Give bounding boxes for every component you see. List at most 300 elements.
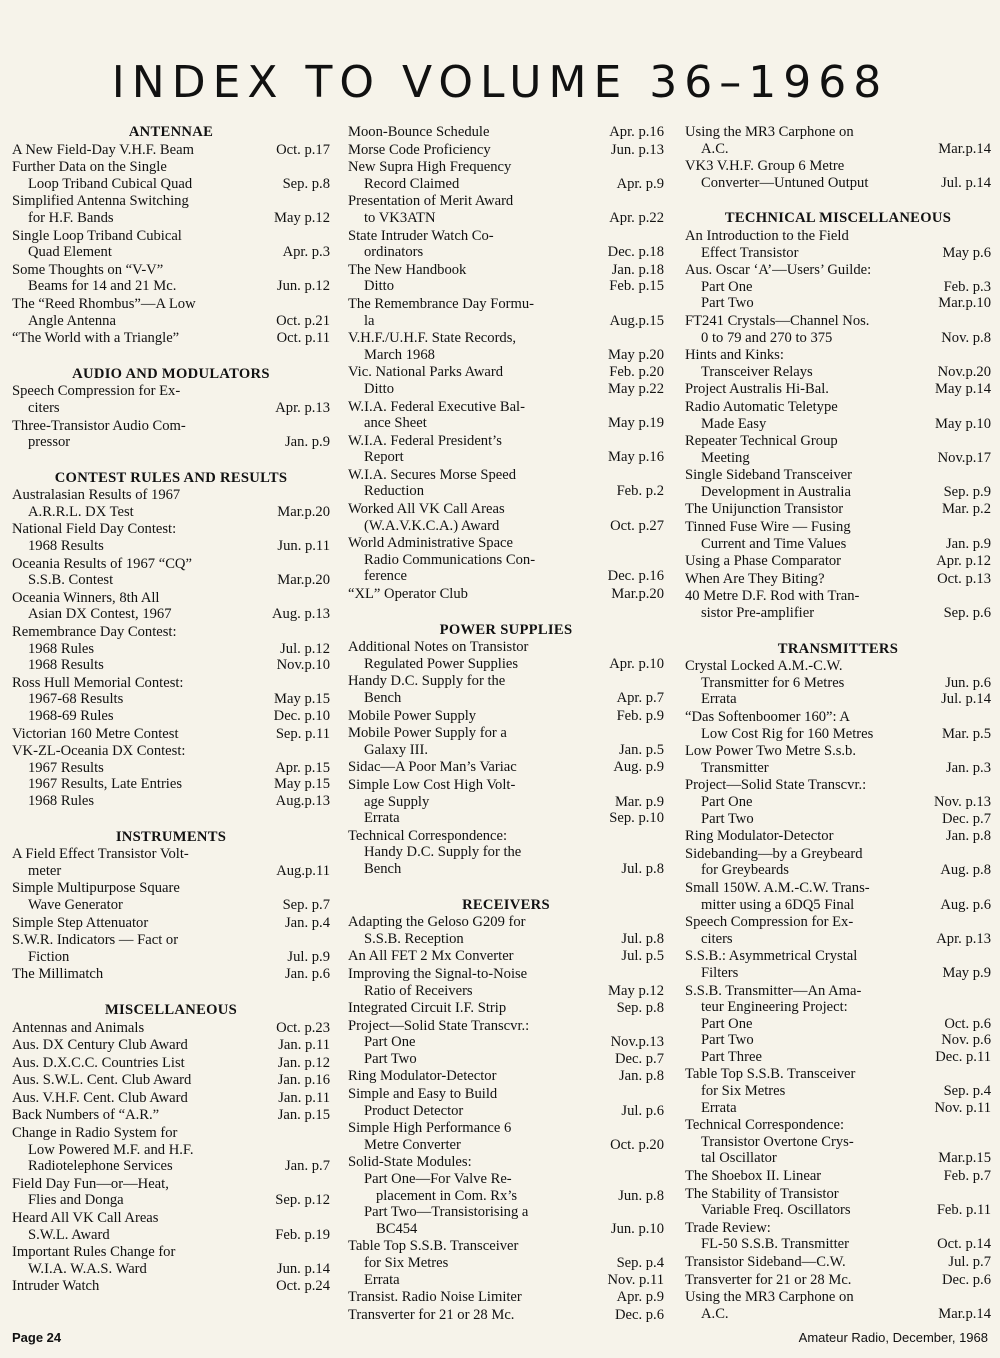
- entry-line: [685, 228, 991, 245]
- entry-line: [12, 776, 330, 793]
- entry-title: for Six Metres: [364, 1255, 449, 1271]
- entry-reference: Jan. p.5: [619, 741, 664, 758]
- index-entry: [348, 1120, 664, 1153]
- index-entry: [685, 743, 991, 776]
- entry-line: [685, 709, 991, 726]
- entry-line: [685, 433, 991, 450]
- entry-title: Ditto: [364, 380, 394, 397]
- entry-title: S.W.R. Indicators — Fact or: [12, 932, 179, 949]
- entry-line: [685, 1220, 991, 1237]
- entry-line: [12, 691, 330, 708]
- index-entry: [685, 846, 991, 879]
- entry-title: citers: [28, 399, 60, 416]
- entry-title: Technical Correspondence:: [348, 827, 508, 844]
- entry-reference: Feb. p.15: [609, 278, 664, 295]
- entry-line: [12, 1192, 330, 1209]
- index-column-1: [12, 124, 330, 1296]
- entry-reference: Aug. p.9: [613, 759, 664, 776]
- entry-line: [348, 794, 664, 811]
- entry-title: Bench: [364, 690, 402, 706]
- entry-line: [685, 777, 991, 794]
- index-entry: [348, 330, 664, 363]
- entry-title: “XL” Operator Club: [348, 586, 468, 603]
- entry-line: [12, 1210, 330, 1227]
- entry-line: [348, 1255, 664, 1272]
- entry-reference: Oct. p.11: [276, 330, 330, 347]
- entry-title: Wave Generator: [28, 896, 123, 913]
- entry-line: [348, 1204, 664, 1221]
- entry-line: [685, 501, 991, 518]
- entry-title: placement in Com. Rx’s: [376, 1187, 518, 1204]
- entry-line: [685, 1016, 991, 1033]
- entry-line: [348, 708, 664, 725]
- entry-reference: Mar.p.14: [938, 1305, 991, 1322]
- entry-title: Transmitter: [701, 759, 769, 776]
- entry-title: Handy D.C. Supply for the: [348, 673, 506, 690]
- entry-title: Transceiver Relays: [701, 363, 813, 380]
- entry-reference: May p.12: [608, 982, 664, 999]
- entry-title: Heard All VK Call Areas: [12, 1210, 159, 1227]
- entry-title: S.S.B. Contest: [28, 572, 114, 589]
- entry-line: [12, 176, 330, 193]
- entry-title: Radio Communications Con-: [364, 551, 536, 568]
- entry-reference: Mar. p.2: [941, 501, 991, 518]
- entry-reference: Nov.p.20: [937, 363, 991, 380]
- entry-line: [685, 330, 991, 347]
- entry-title: age Supply: [364, 793, 430, 810]
- entry-title: Table Top S.S.B. Transceiver: [348, 1238, 519, 1255]
- entry-line: [348, 673, 664, 690]
- entry-title: Small 150W. A.M.-C.W. Trans-: [685, 879, 870, 896]
- entry-reference: Nov. p.13: [933, 793, 991, 810]
- index-entry: [348, 501, 664, 534]
- entry-title: Simple High Performance 6: [348, 1120, 512, 1137]
- entry-title: Aus. D.X.C.C. Countries List: [12, 1054, 185, 1071]
- index-section: [12, 124, 330, 347]
- entry-title: Moon-Bounce Schedule: [348, 124, 490, 140]
- entry-line: [348, 142, 664, 159]
- entry-title: Transverter for 21 or 28 Mc.: [348, 1306, 515, 1323]
- entry-line: [348, 381, 664, 398]
- index-entry: [12, 383, 330, 416]
- entry-line: [348, 1171, 664, 1188]
- entry-reference: Jan. p.11: [278, 1089, 330, 1106]
- entry-reference: Apr. p.22: [609, 209, 664, 226]
- entry-line: [685, 1117, 991, 1134]
- index-entry: [348, 966, 664, 999]
- entry-title: Aus. V.H.F. Cent. Club Award: [12, 1089, 188, 1106]
- index-entry: [12, 966, 330, 983]
- entry-title: Transverter for 21 or 28 Mc.: [685, 1271, 852, 1288]
- index-entry: [685, 1066, 991, 1116]
- index-entry: [12, 590, 330, 623]
- entry-reference: Aug. p.13: [272, 606, 330, 623]
- entry-reference: Apr. p.9: [616, 1289, 664, 1306]
- entry-line: [348, 828, 664, 845]
- entry-line: [12, 641, 330, 658]
- index-entry: [12, 330, 330, 347]
- index-entry: [348, 124, 664, 141]
- entry-title: Effect Transistor: [701, 244, 799, 261]
- entry-line: [12, 210, 330, 227]
- entry-title: Errata: [364, 1271, 400, 1288]
- entry-title: Ring Modulator-Detector: [348, 1068, 497, 1085]
- entry-reference: May p.19: [608, 415, 664, 432]
- entry-line: [348, 535, 664, 552]
- index-entry: [348, 673, 664, 706]
- entry-reference: Jul. p.8: [621, 860, 664, 877]
- entry-title: Project Australis Hi-Bal.: [685, 381, 829, 398]
- entry-line: [12, 1055, 330, 1072]
- entry-reference: Sep. p.10: [609, 810, 664, 827]
- entry-title: Improving the Signal-to-Noise: [348, 965, 528, 982]
- entry-title: W.I.A. W.A.S. Ward: [28, 1260, 147, 1277]
- entry-line: [685, 313, 991, 330]
- entry-title: Quad Element: [28, 244, 112, 261]
- entry-line: [685, 1289, 991, 1306]
- entry-reference: Sep. p.8: [282, 175, 330, 192]
- entry-reference: Apr. p.13: [936, 930, 991, 947]
- entry-line: [12, 1020, 330, 1037]
- index-entry: [12, 193, 330, 226]
- entry-line: [12, 538, 330, 555]
- entry-reference: Jul. p.5: [621, 948, 664, 965]
- section-heading: TRANSMITTERS: [777, 640, 899, 657]
- entry-title: Simplified Antenna Switching: [12, 193, 189, 210]
- entry-reference: Jan. p.16: [277, 1072, 330, 1089]
- entry-reference: Jan. p.7: [285, 1158, 330, 1175]
- entry-title: Using the MR3 Carphone on: [685, 124, 854, 140]
- entry-title: A.C.: [701, 140, 729, 157]
- entry-line: [12, 675, 330, 692]
- entry-line: [685, 1186, 991, 1203]
- entry-reference: Oct. p.14: [937, 1236, 991, 1253]
- entry-title: 1968 Rules: [28, 792, 95, 809]
- entry-line: [685, 1083, 991, 1100]
- entry-reference: May p.14: [935, 381, 991, 398]
- entry-reference: Oct. p.21: [276, 312, 330, 329]
- entry-title: Project—Solid State Transcvr.:: [348, 1017, 530, 1034]
- entry-title: Part One: [364, 1034, 416, 1051]
- entry-reference: Jun. p.6: [945, 674, 991, 691]
- entry-line: [685, 760, 991, 777]
- entry-title: A.C.: [701, 1305, 729, 1322]
- entry-line: [685, 862, 991, 879]
- entry-title: Mobile Power Supply: [348, 707, 477, 724]
- entry-line: [12, 932, 330, 949]
- entry-reference: Feb. p.2: [616, 483, 664, 500]
- entry-line: [348, 914, 664, 931]
- entry-line: [12, 504, 330, 521]
- entry-title: Morse Code Proficiency: [348, 141, 491, 158]
- entry-line: [348, 1086, 664, 1103]
- index-entry: [685, 1186, 991, 1219]
- entry-title: for Greybeards: [701, 862, 789, 879]
- entry-line: [12, 846, 330, 863]
- section-heading: CONTEST RULES AND RESULTS: [54, 469, 288, 486]
- section-heading: TECHNICAL MISCELLANEOUS: [724, 210, 952, 227]
- entry-reference: Jun. p.11: [277, 538, 330, 555]
- entry-title: Aus. Oscar ‘A’—Users’ Guilde:: [685, 262, 872, 279]
- entry-title: ance Sheet: [364, 415, 427, 432]
- index-entry: [348, 1086, 664, 1119]
- index-entry: [348, 142, 664, 159]
- index-entry: [348, 467, 664, 500]
- index-entry: [12, 1176, 330, 1209]
- entry-reference: Mar.p.20: [277, 572, 330, 589]
- entry-reference: Jan. p.15: [277, 1107, 330, 1124]
- entry-line: [12, 1037, 330, 1054]
- entry-title: Simple Low Cost High Volt-: [348, 776, 516, 793]
- entry-line: [348, 1000, 664, 1017]
- entry-line: [12, 1244, 330, 1261]
- entry-line: [685, 931, 991, 948]
- index-entry: [348, 1018, 664, 1068]
- entry-title: FT241 Crystals—Channel Nos.: [685, 312, 870, 329]
- index-entry: [348, 914, 664, 947]
- entry-reference: Jan. p.18: [611, 261, 664, 278]
- entry-line: [12, 657, 330, 674]
- entry-title: 1967-68 Results: [28, 691, 124, 708]
- entry-line: [348, 1238, 664, 1255]
- index-section: [685, 124, 991, 191]
- entry-title: Adapting the Geloso G209 for: [348, 914, 526, 931]
- entry-line: [348, 586, 664, 603]
- entry-title: to VK3ATN: [364, 209, 436, 226]
- entry-title: Record Claimed: [364, 175, 460, 192]
- entry-title: Sidac—A Poor Man’s Variac: [348, 759, 517, 776]
- entry-reference: May p.20: [608, 346, 664, 363]
- section-heading: AUDIO AND MODULATORS: [72, 365, 270, 382]
- entry-line: [685, 450, 991, 467]
- entry-line: [348, 1051, 664, 1068]
- entry-line: [348, 1307, 664, 1324]
- index-entry: [685, 553, 991, 570]
- entry-line: [348, 1068, 664, 1085]
- entry-line: [348, 1221, 664, 1238]
- index-entry: [685, 828, 991, 845]
- entry-line: [685, 1049, 991, 1066]
- entry-title: Victorian 160 Metre Contest: [12, 725, 179, 742]
- entry-title: Some Thoughts on “V-V”: [12, 261, 164, 278]
- entry-title: Fiction: [28, 948, 70, 965]
- entry-line: [348, 313, 664, 330]
- index-entry: [12, 556, 330, 589]
- entry-reference: Jun. p.13: [610, 141, 664, 158]
- entry-reference: Dec. p.18: [607, 244, 664, 261]
- entry-line: [685, 1236, 991, 1253]
- entry-line: [685, 588, 991, 605]
- index-entry: [12, 1125, 330, 1175]
- entry-title: ordinators: [364, 244, 424, 261]
- entry-line: [685, 846, 991, 863]
- entry-title: Low Powered M.F. and H.F.: [28, 1141, 194, 1158]
- entry-line: [685, 467, 991, 484]
- entry-line: [348, 1034, 664, 1051]
- index-entry: [12, 487, 330, 520]
- entry-line: [348, 210, 664, 227]
- index-entry: [348, 228, 664, 261]
- entry-reference: Jan. p.6: [285, 966, 330, 983]
- entry-line: [12, 278, 330, 295]
- entry-line: [348, 861, 664, 878]
- entry-title: Variable Freq. Oscillators: [701, 1202, 851, 1219]
- entry-title: The “Reed Rhombus”—A Low: [12, 295, 196, 312]
- entry-reference: Jul. p.8: [621, 930, 664, 947]
- entry-title: Bench: [364, 860, 402, 877]
- entry-reference: Jun. p.8: [618, 1187, 664, 1204]
- index-entry: [12, 726, 330, 743]
- entry-line: [685, 1100, 991, 1117]
- index-entry: [12, 880, 330, 913]
- entry-line: [685, 381, 991, 398]
- entry-line: [348, 176, 664, 193]
- entry-title: Part Two: [701, 810, 754, 827]
- entry-line: [348, 656, 664, 673]
- index-entry: [348, 364, 664, 397]
- index-entry: [12, 262, 330, 295]
- entry-reference: May p.9: [942, 964, 991, 981]
- index-entry: [348, 159, 664, 192]
- entry-line: [685, 1254, 991, 1271]
- entry-title: 1967 Results: [28, 759, 104, 776]
- entry-reference: Nov. p.6: [941, 1032, 991, 1049]
- index-entry: [12, 932, 330, 965]
- index-entry: [685, 571, 991, 588]
- entry-line: [12, 966, 330, 983]
- entry-line: [348, 948, 664, 965]
- index-entry: [685, 433, 991, 466]
- index-entry: [685, 709, 991, 742]
- index-entry: [348, 1289, 664, 1306]
- entry-title: tal Oscillator: [701, 1150, 777, 1167]
- index-entry: [12, 1244, 330, 1277]
- entry-title: A.R.R.L. DX Test: [28, 503, 134, 520]
- entry-reference: Mar.p.20: [611, 586, 664, 603]
- entry-title: Loop Triband Cubical Quad: [28, 175, 193, 192]
- entry-line: [348, 501, 664, 518]
- entry-title: Regulated Power Supplies: [364, 655, 519, 672]
- entry-title: BC454: [376, 1220, 418, 1237]
- entry-title: Aus. S.W.L. Cent. Club Award: [12, 1072, 192, 1089]
- entry-line: [685, 948, 991, 965]
- entry-title: Flies and Donga: [28, 1192, 124, 1209]
- entry-title: 1968 Results: [28, 657, 104, 674]
- entry-title: S.W.L. Award: [28, 1226, 110, 1243]
- entry-reference: Apr. p.7: [616, 690, 664, 706]
- entry-title: Radio Automatic Teletype: [685, 398, 838, 415]
- entry-title: Integrated Circuit I.F. Strip: [348, 1000, 507, 1017]
- entry-title: New Supra High Frequency: [348, 159, 512, 176]
- index-entry: [12, 418, 330, 451]
- entry-reference: Mar.p.20: [277, 503, 330, 520]
- entry-title: Field Day Fun—or—Heat,: [12, 1175, 169, 1192]
- entry-line: [685, 1168, 991, 1185]
- entry-line: [348, 810, 664, 827]
- entry-line: [12, 726, 330, 743]
- entry-line: [12, 418, 330, 435]
- entry-reference: Jul. p.6: [621, 1102, 664, 1119]
- index-entry: [12, 624, 330, 674]
- index-entry: [685, 262, 991, 312]
- index-entry: [348, 948, 664, 965]
- entry-reference: Oct. p.23: [276, 1019, 330, 1036]
- entry-title: “Das Softenboomer 160”: A: [685, 709, 850, 725]
- entry-line: [12, 743, 330, 760]
- entry-title: Converter—Untuned Output: [701, 174, 869, 191]
- entry-line: [348, 1272, 664, 1289]
- index-column-3: [685, 124, 991, 1323]
- entry-line: [348, 347, 664, 364]
- entry-reference: Apr. p.9: [616, 175, 664, 192]
- entry-reference: Jul. p.9: [287, 948, 330, 965]
- entry-title: Angle Antenna: [28, 312, 116, 329]
- entry-line: [12, 915, 330, 932]
- entry-reference: Nov.p.17: [937, 449, 991, 466]
- index-entry: [685, 1117, 991, 1167]
- entry-title: Meeting: [701, 449, 750, 466]
- entry-line: [12, 434, 330, 451]
- entry-title: Technical Correspondence:: [685, 1117, 845, 1134]
- entry-title: Report: [364, 449, 404, 466]
- entry-line: [12, 708, 330, 725]
- entry-title: Current and Time Values: [701, 535, 847, 552]
- entry-reference: Jul. p.7: [948, 1254, 991, 1270]
- index-entry: [348, 708, 664, 725]
- entry-line: [348, 364, 664, 381]
- entry-title: teur Engineering Project:: [701, 999, 848, 1016]
- entry-reference: May p.6: [942, 244, 991, 261]
- entry-title: Intruder Watch: [12, 1278, 100, 1295]
- entry-title: Repeater Technical Group: [685, 433, 838, 450]
- entry-line: [348, 1018, 664, 1035]
- entry-title: Part One: [701, 278, 753, 295]
- entry-line: [12, 193, 330, 210]
- entry-line: [348, 552, 664, 569]
- entry-reference: Apr. p.10: [609, 655, 664, 672]
- entry-title: Worked All VK Call Areas: [348, 501, 505, 518]
- entry-title: An Introduction to the Field: [685, 227, 849, 244]
- entry-line: [12, 262, 330, 279]
- index-entry: [12, 1107, 330, 1124]
- entry-line: [348, 296, 664, 313]
- index-entry: [348, 1154, 664, 1237]
- entry-line: [348, 278, 664, 295]
- entry-reference: Feb. p.20: [609, 364, 664, 381]
- entry-reference: Dec. p.11: [935, 1048, 991, 1065]
- entry-title: Filters: [701, 964, 739, 981]
- entry-title: Handy D.C. Supply for the: [364, 844, 522, 861]
- entry-reference: Feb. p.3: [943, 278, 991, 295]
- entry-reference: Jan. p.9: [285, 434, 330, 451]
- entry-line: [685, 675, 991, 692]
- entry-line: [685, 124, 991, 141]
- entry-line: [348, 742, 664, 759]
- entry-line: [685, 536, 991, 553]
- entry-line: [685, 983, 991, 1000]
- entry-title: Change in Radio System for: [12, 1125, 178, 1142]
- entry-line: [348, 518, 664, 535]
- entry-line: [685, 965, 991, 982]
- index-entry: [12, 228, 330, 261]
- index-entry: [685, 1289, 991, 1322]
- index-entry: [685, 381, 991, 398]
- index-entry: [12, 675, 330, 725]
- index-entry: [12, 1072, 330, 1089]
- entry-title: Low Cost Rig for 160 Metres: [701, 725, 874, 742]
- entry-title: Transistor Sideband—C.W.: [685, 1254, 846, 1270]
- index-entry: [12, 159, 330, 192]
